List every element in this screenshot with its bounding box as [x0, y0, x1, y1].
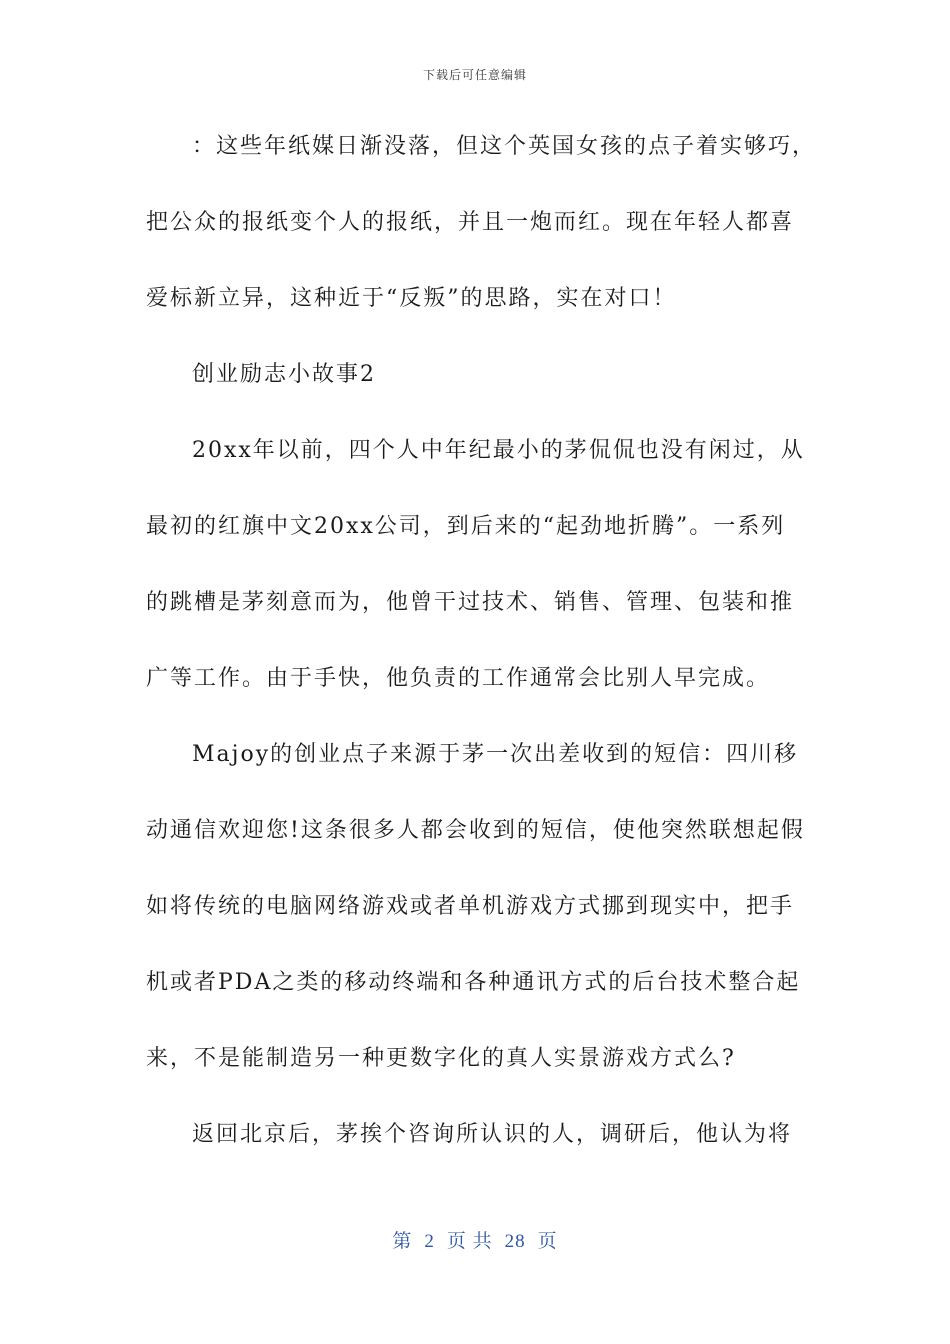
body-line: ：这些年纸媒日渐没落，但这个英国女孩的点子着实够巧， — [192, 134, 817, 159]
body-line: 如将传统的电脑网络游戏或者单机游戏方式挪到现实中，把手 — [146, 894, 795, 919]
current-page-number: 2 — [424, 1231, 435, 1252]
body-line: 把公众的报纸变个人的报纸，并且一炮而红。现在年轻人都喜 — [146, 210, 795, 235]
header-note: 下载后可任意编辑 — [422, 68, 527, 82]
footer-suffix: 页 — [537, 1231, 558, 1252]
body-line: 返回北京后，茅挨个咨询所认识的人，调研后，他认为将 — [192, 1122, 793, 1147]
total-page-number: 28 — [504, 1231, 526, 1252]
document-body — [146, 120, 817, 1184]
footer-middle: 页 共 — [446, 1231, 493, 1252]
body-line: 广等工作。由于手快，他负责的工作通常会比别人早完成。 — [146, 666, 771, 691]
body-line: Majoy的创业点子来源于茅一次出差收到的短信：四川移 — [192, 742, 799, 767]
body-line: 机或者PDA之类的移动终端和各种通讯方式的后台技术整合起 — [146, 970, 801, 995]
page-footer — [0, 1226, 950, 1253]
body-line: 爱标新立异，这种近于“反叛”的思路，实在对口！ — [146, 286, 677, 311]
body-line: 的跳槽是茅刻意而为，他曾干过技术、销售、管理、包装和推 — [146, 590, 795, 615]
body-line: 最初的红旗中文20xx公司，到后来的“起劲地折腾”。一系列 — [146, 514, 786, 539]
body-line: 来，不是能制造另一种更数字化的真人实景游戏方式么? — [146, 1046, 736, 1071]
body-line: 动通信欢迎您!这条很多人都会收到的短信，使他突然联想起假 — [146, 818, 805, 843]
body-line: 20xx年以前，四个人中年纪最小的茅侃侃也没有闲过，从 — [192, 438, 805, 463]
footer-prefix: 第 — [392, 1231, 413, 1252]
section-heading: 创业励志小故事2 — [192, 362, 376, 387]
